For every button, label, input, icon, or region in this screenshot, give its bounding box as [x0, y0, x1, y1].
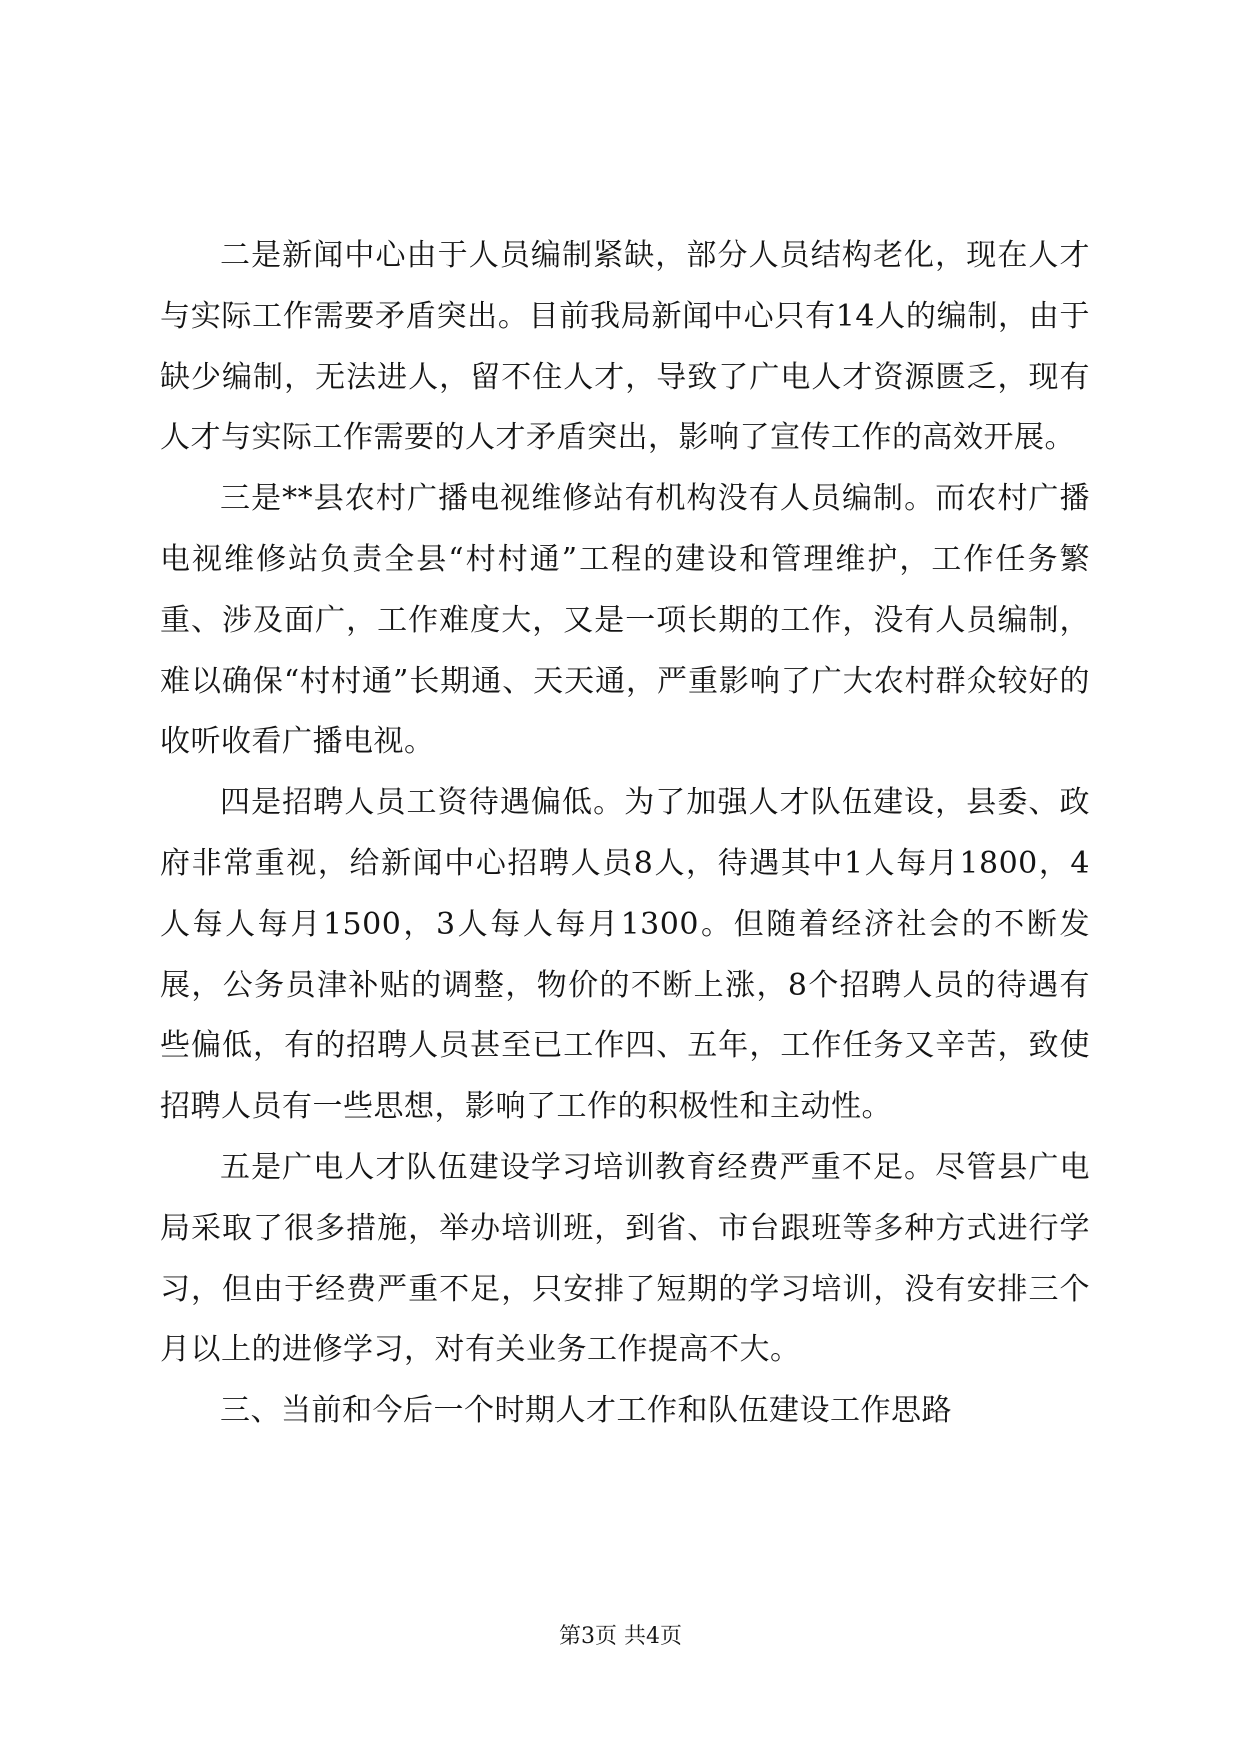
paragraph-maintenance-station: 三是**县农村广播电视维修站有机构没有人员编制。而农村广播电视维修站负责全县“村村通”工程的建设和管理维护，工作任务繁重、涉及面广，工作难度大，又是一项长期的工作，没有人员编制，难以确保“村村通”长期通、天天通，严重影响了广大农村群众较好的收听收看广播电视。 [160, 481, 1090, 760]
document-body [160, 226, 1090, 1442]
page-number: 第3页 共4页 [559, 1624, 682, 1649]
paragraph-low-salary: 四是招聘人员工资待遇偏低。为了加强人才队伍建设，县委、政府非常重视，给新闻中心招聘人员8人，待遇其中1人每月1800，4人每人每月1500，3人每人每月1300。但随着经济社会的不断发展，公务员津补贴的调整，物价的不断上涨，8个招聘人员的待遇有些偏低，有的招聘人员甚至已工作四、五年，工作任务又辛苦，致使招聘人员有一些思想，影响了工作的积极性和主动性。 [160, 785, 1090, 1125]
paragraph-staffing-shortage: 二是新闻中心由于人员编制紧缺，部分人员结构老化，现在人才与实际工作需要矛盾突出。目前我局新闻中心只有14人的编制，由于缺少编制，无法进人，留不住人才，导致了广电人才资源匮乏，现有人才与实际工作需要的人才矛盾突出，影响了宣传工作的高效开展。 [160, 238, 1090, 456]
paragraph-training-funds: 五是广电人才队伍建设学习培训教育经费严重不足。尽管县广电局采取了很多措施，举办培训班，到省、市台跟班等多种方式进行学习，但由于经费严重不足，只安排了短期的学习培训，没有安排三个月以上的进修学习，对有关业务工作提高不大。 [160, 1149, 1090, 1368]
page-footer [0, 1622, 1241, 1652]
section-heading: 三、当前和今后一个时期人才工作和队伍建设工作思路 [220, 1393, 952, 1429]
